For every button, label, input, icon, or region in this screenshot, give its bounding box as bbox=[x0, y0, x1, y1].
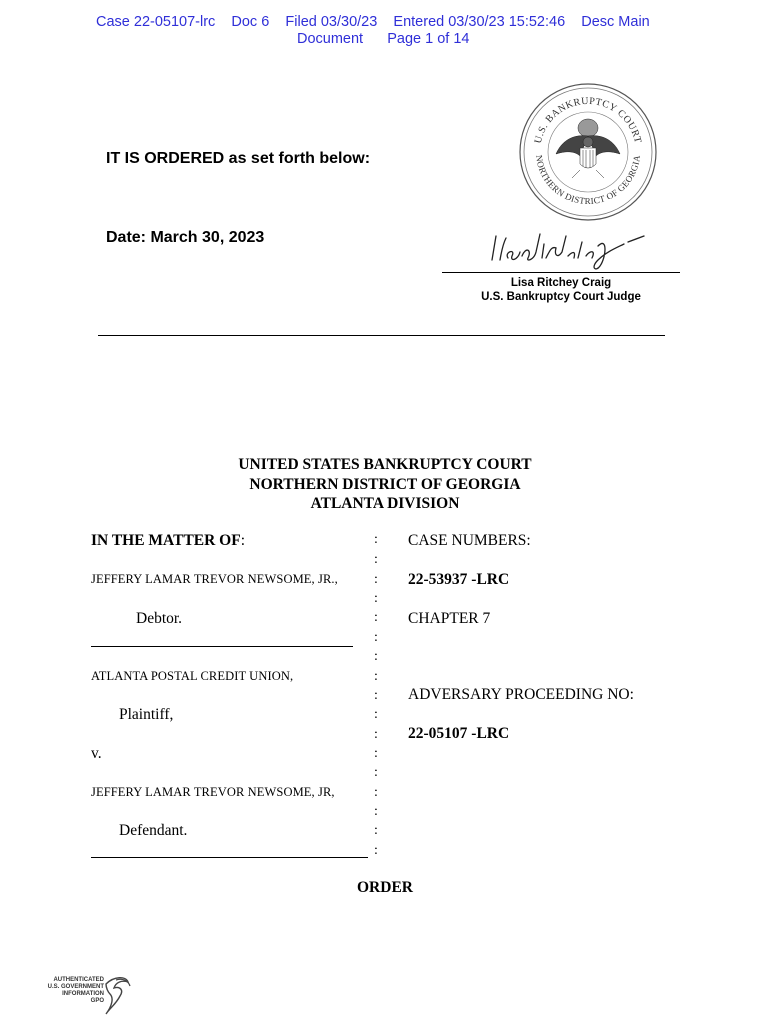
adversary-number: 22-05107 -LRC bbox=[408, 725, 510, 742]
gpo-authentication-badge bbox=[44, 974, 134, 1018]
in-matter-label: IN THE MATTER OF bbox=[91, 532, 241, 549]
order-title: ORDER bbox=[357, 879, 413, 896]
signature-line bbox=[442, 272, 680, 273]
filing-header-line1: Case 22-05107-lrc Doc 6 Filed 03/30/23 Entered 03/30/23 15:52:46 Desc Main bbox=[96, 14, 650, 30]
debtor-name: JEFFERY LAMAR TREVOR NEWSOME, JR., bbox=[91, 572, 338, 586]
court-district: NORTHERN DISTRICT OF GEORGIA bbox=[249, 475, 521, 493]
svg-text:U.S. BANKRUPTCY COURT: U.S. BANKRUPTCY COURT bbox=[532, 95, 644, 145]
svg-text:NORTHERN DISTRICT OF GEORGIA: NORTHERN DISTRICT OF GEORGIA bbox=[534, 154, 642, 207]
caption-rule-2 bbox=[91, 857, 368, 858]
header-separator bbox=[98, 335, 665, 336]
judge-name: Lisa Ritchey Craig bbox=[510, 277, 612, 289]
court-heading bbox=[0, 455, 770, 514]
versus-label: v. bbox=[91, 745, 102, 762]
filing-header-line2: Document Page 1 of 14 bbox=[297, 31, 470, 47]
gpo-line3: INFORMATION bbox=[62, 991, 104, 997]
court-division: ATLANTA DIVISION bbox=[310, 495, 460, 512]
caption-rule-1 bbox=[91, 646, 353, 647]
judge-signature bbox=[478, 222, 668, 274]
in-matter-of bbox=[91, 532, 245, 550]
adversary-label: ADVERSARY PROCEEDING NO: bbox=[408, 686, 634, 703]
gpo-line1: AUTHENTICATED bbox=[53, 977, 104, 983]
court-seal-icon bbox=[516, 80, 660, 224]
gpo-line2: U.S. GOVERNMENT bbox=[47, 984, 104, 990]
case-number: 22-53937 -LRC bbox=[408, 571, 510, 588]
plaintiff-name: ATLANTA POSTAL CREDIT UNION, bbox=[91, 669, 294, 683]
defendant-name: JEFFERY LAMAR TREVOR NEWSOME, JR, bbox=[91, 785, 335, 799]
case-numbers-label: CASE NUMBERS: bbox=[408, 532, 531, 549]
order-date: Date: March 30, 2023 bbox=[106, 229, 265, 246]
plaintiff-label: Plaintiff, bbox=[119, 706, 174, 723]
gpo-line4: GPO bbox=[90, 998, 104, 1004]
ordered-statement: IT IS ORDERED as set forth below: bbox=[106, 150, 371, 167]
defendant-label: Defendant. bbox=[119, 822, 188, 839]
judge-title: U.S. Bankruptcy Court Judge bbox=[481, 291, 641, 303]
debtor-label: Debtor. bbox=[136, 610, 183, 627]
chapter-label: CHAPTER 7 bbox=[408, 610, 491, 627]
in-matter-colon: : bbox=[240, 532, 246, 549]
court-name: UNITED STATES BANKRUPTCY COURT bbox=[238, 456, 532, 473]
gpo-eagle-icon bbox=[102, 974, 132, 1016]
